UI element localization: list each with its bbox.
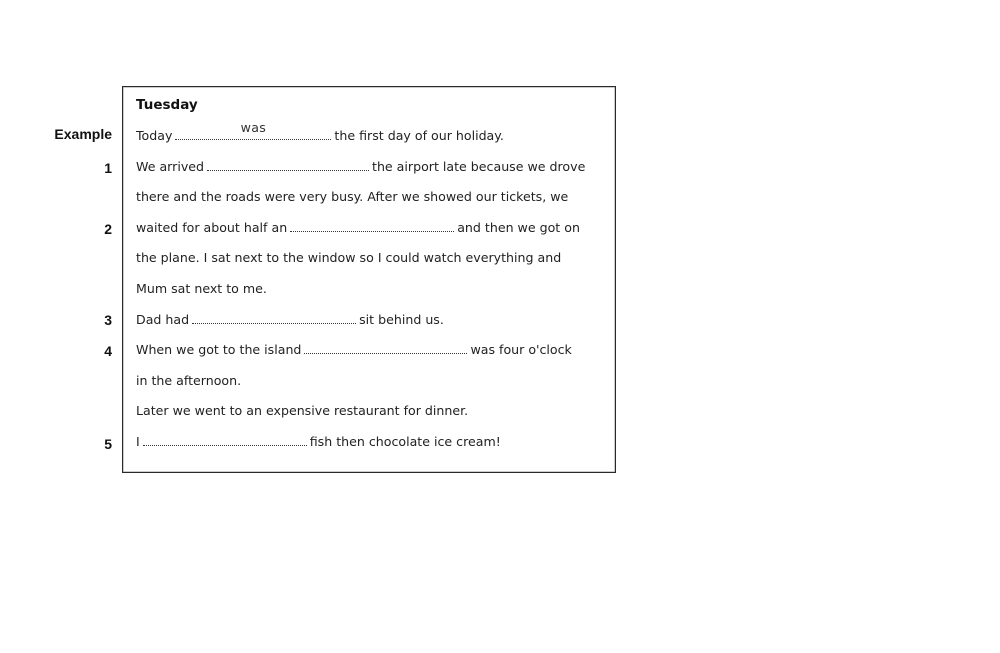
q4-answer-gap[interactable] bbox=[304, 341, 467, 354]
later-line: Later we went to an expensive restaurant for dinner. bbox=[136, 403, 469, 418]
q3-text-after: sit behind us. bbox=[359, 312, 444, 327]
example-text-before: Today bbox=[136, 128, 173, 143]
example-line bbox=[136, 120, 504, 145]
question-number-1: 1 bbox=[104, 160, 112, 176]
q5-text-after: fish then chocolate ice cream! bbox=[309, 434, 501, 449]
q2-line-a bbox=[136, 219, 580, 237]
q1-answer-gap[interactable] bbox=[207, 158, 369, 171]
question-number-3: 3 bbox=[104, 312, 112, 328]
q3-answer-gap[interactable] bbox=[192, 311, 356, 324]
q4-text-after: was four o'clock bbox=[470, 342, 572, 357]
q5-line bbox=[136, 433, 501, 451]
q1-text-before: We arrived bbox=[136, 159, 205, 174]
q1-text-after: the airport late because we drove bbox=[372, 159, 586, 174]
q4-line-b: in the afternoon. bbox=[136, 373, 242, 388]
q5-text-before: I bbox=[136, 434, 140, 449]
exercise-title: Tuesday bbox=[136, 97, 198, 113]
q1-line-b: there and the roads were very busy. After we showed our tickets, we bbox=[136, 189, 569, 204]
q2-text-before: waited for about half an bbox=[136, 220, 288, 235]
question-number-2: 2 bbox=[104, 221, 112, 237]
q5-answer-gap[interactable] bbox=[143, 433, 307, 446]
q2-line-c: Mum sat next to me. bbox=[136, 281, 267, 296]
q3-text-before: Dad had bbox=[136, 312, 190, 327]
exercise-box bbox=[122, 86, 616, 473]
q4-text-before: When we got to the island bbox=[136, 342, 302, 357]
question-number-5: 5 bbox=[104, 436, 112, 452]
example-label: Example bbox=[54, 126, 112, 142]
example-text-after: the first day of our holiday. bbox=[334, 128, 504, 143]
example-answer: was bbox=[240, 120, 267, 135]
q4-line-a bbox=[136, 341, 572, 359]
q2-line-b: the plane. I sat next to the window so I could watch everything and bbox=[136, 250, 562, 265]
q1-line-a bbox=[136, 158, 585, 176]
example-answer-gap bbox=[175, 120, 331, 140]
question-number-4: 4 bbox=[104, 343, 112, 359]
q2-text-after: and then we got on bbox=[457, 220, 580, 235]
q3-line bbox=[136, 311, 444, 329]
q2-answer-gap[interactable] bbox=[290, 219, 454, 232]
